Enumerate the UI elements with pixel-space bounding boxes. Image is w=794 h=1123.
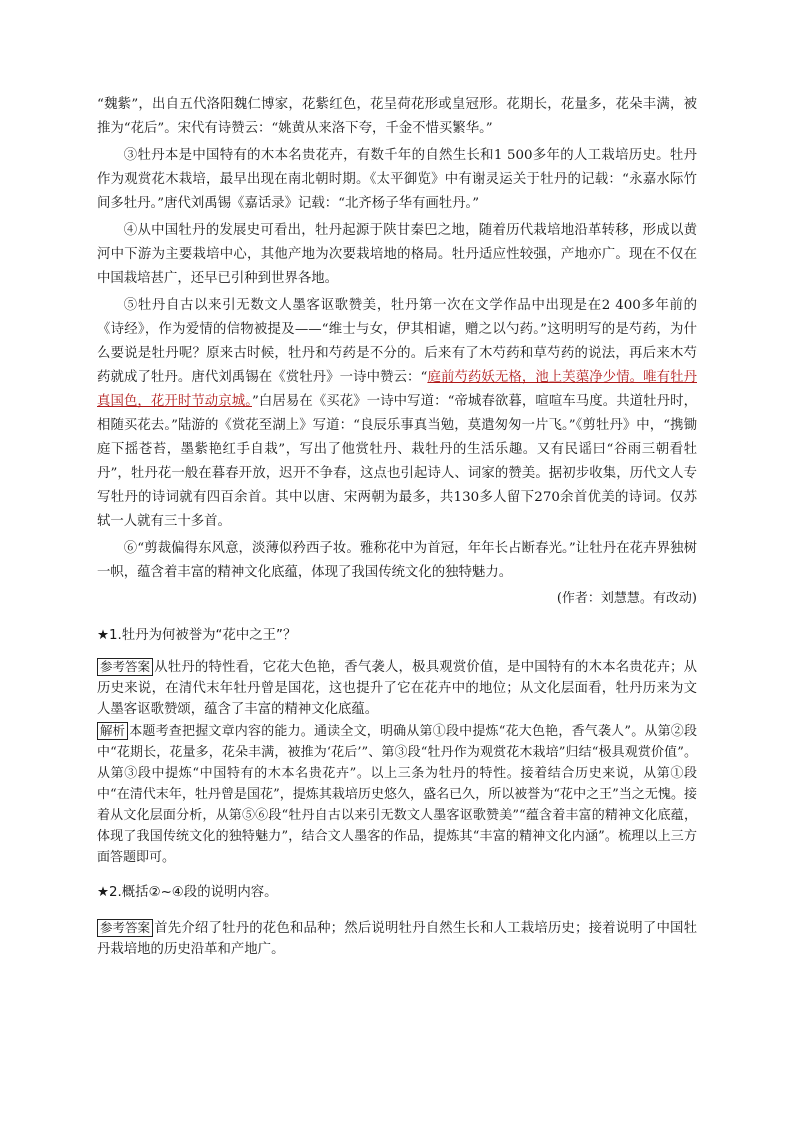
document-page <box>97 93 697 960</box>
highlighted-poem: 庭前芍药妖无格，池上芙蕖净少情。唯有牡丹真国色，花开时节动京城。 <box>97 370 697 409</box>
question-1-label: 1.牡丹为何被誉为“花中之王”？ <box>109 628 297 643</box>
article-paragraph-5: ⑤牡丹自古以来引无数文人墨客讴歌赞美，牡丹第一次在文学作品中出现是在2 400多年前的《诗经》，作为爱情的信物被提及——“维士与女，伊其相谑，赠之以勺药。”这明明写的是芍药，为什么要说是牡丹呢？原来古时候，牡丹和芍药是不分的。后来有了木芍药和草芍药的说法，再后来木芍药就成了牡丹。唐代刘禹锡在《赏牡丹》一诗中赞云：“庭前芍药妖无格，池上芙蕖净少情。唯有牡丹真国色，花开时节动京城。”白居易在《买花》一诗中写道：“帝城春欲暮，喧喧车马度。共道牡丹时，相随买花去。”陆游的《赏花至湖上》写道：“良辰乐事真当勉，莫遣匆匆一片飞。”《剪牡丹》中，“携锄庭下摇苍苔，墨紫艳红手自栽”，写出了他赏牡丹、栽牡丹的生活乐趣。又有民谣曰“谷雨三朝看牡丹”，牡丹花一般在暮春开放，迟开不争春，这点也引起诗人、词家的赞美。据初步收集，历代文人专写牡丹的诗词就有四百余首。其中以唐、宋两朝为最多，共130多人留下270余首优美的诗词。仅苏轼一人就有三十多首。 <box>97 298 697 529</box>
answer-tag: 参考答案 <box>97 919 153 937</box>
article-paragraph-4: ④从中国牡丹的发展史可看出，牡丹起源于陕甘秦巴之地，随着历代栽培地沿革转移，形成以黄河中下游为主要栽培中心，其他产地为次要栽培地的格局。牡丹适应性较强，产地亦广。现在不仅在中国栽培甚广，还早已引种到世界各地。 <box>97 223 697 286</box>
star-icon: ★ <box>97 885 110 900</box>
explanation-1-text: 本题考查把握文章内容的能力。通读全文，明确从第①段中提炼“花大色艳，香气袭人”。从第②段中“花期长，花量多，花朵丰满，被推为‘花后’”、第③段“牡丹作为观赏花木栽培”归结“极具观赏价值”。从第③段中提炼“中国特有的木本名贵花卉”。以上三条为牡丹的特性。接着结合历史来说，从第①段中“在清代末年，牡丹曾是国花”，提炼其栽培历史悠久，盛名已久，所以被誉为“花中之王”当之无愧。接着从文化层面分析，从第⑤⑥段“牡丹自古以来引无数文人墨客讴歌赞美”“蕴含着丰富的精神文化底蕴，体现了我国传统文化的独特魅力”，结合文人墨客的作品，提炼其“丰富的精神文化内涵”。梳理以上三方面答题即可。 <box>97 724 697 865</box>
article-paragraph-3: ③牡丹本是中国特有的木本名贵花卉，有数千年的自然生长和1 500多年的人工栽培历史。牡丹作为观赏花木栽培，最早出现在南北朝时期。《太平御览》中有谢灵运关于牡丹的记载：“永嘉水际竹间多牡丹。”唐代刘禹锡《嘉话录》记载：“北齐杨子华有画牡丹。” <box>97 148 697 211</box>
article-paragraph-6: ⑥“剪裁偏得东风意，淡薄似矜西子妆。雅称花中为首冠，年年长占断春光。”让牡丹在花卉界独树一帜，蕴含着丰富的精神文化底蕴，体现了我国传统文化的独特魅力。 <box>97 541 697 580</box>
answer-2-text: 首先介绍了牡丹的花色和品种；然后说明牡丹自然生长和人工栽培历史；接着说明了中国牡丹栽培地的历史沿革和产地广。 <box>97 921 697 957</box>
answer-2 <box>97 918 697 960</box>
author-credit: (作者：刘慧慧。有改动) <box>556 591 697 606</box>
answer-1-text: 从牡丹的特性看，它花大色艳，香气袭人，极具观赏价值，是中国特有的木本名贵花卉；从历史来说，在清代末年牡丹曾是国花，这也提升了它在花卉中的地位；从文化层面看，牡丹历来为文人墨客讴歌赞颂，蕴含了丰富的精神文化底蕴。 <box>97 660 697 717</box>
explanation-tag: 解析 <box>97 722 128 740</box>
question-2-label: 2.概括②~④段的说明内容。 <box>109 885 278 900</box>
answer-1 <box>97 657 697 720</box>
star-icon: ★ <box>97 628 110 643</box>
explanation-1 <box>97 721 697 868</box>
article-paragraph-1: “魏紫”，出自五代洛阳魏仁博家，花紫红色，花呈荷花形或皇冠形。花期长，花量多，花朵丰满，被推为“花后”。宋代有诗赞云：“姚黄从来洛下夸，千金不惜买繁华。” <box>97 97 697 136</box>
question-1 <box>97 625 697 647</box>
answer-tag: 参考答案 <box>97 658 153 676</box>
question-2 <box>97 882 697 904</box>
